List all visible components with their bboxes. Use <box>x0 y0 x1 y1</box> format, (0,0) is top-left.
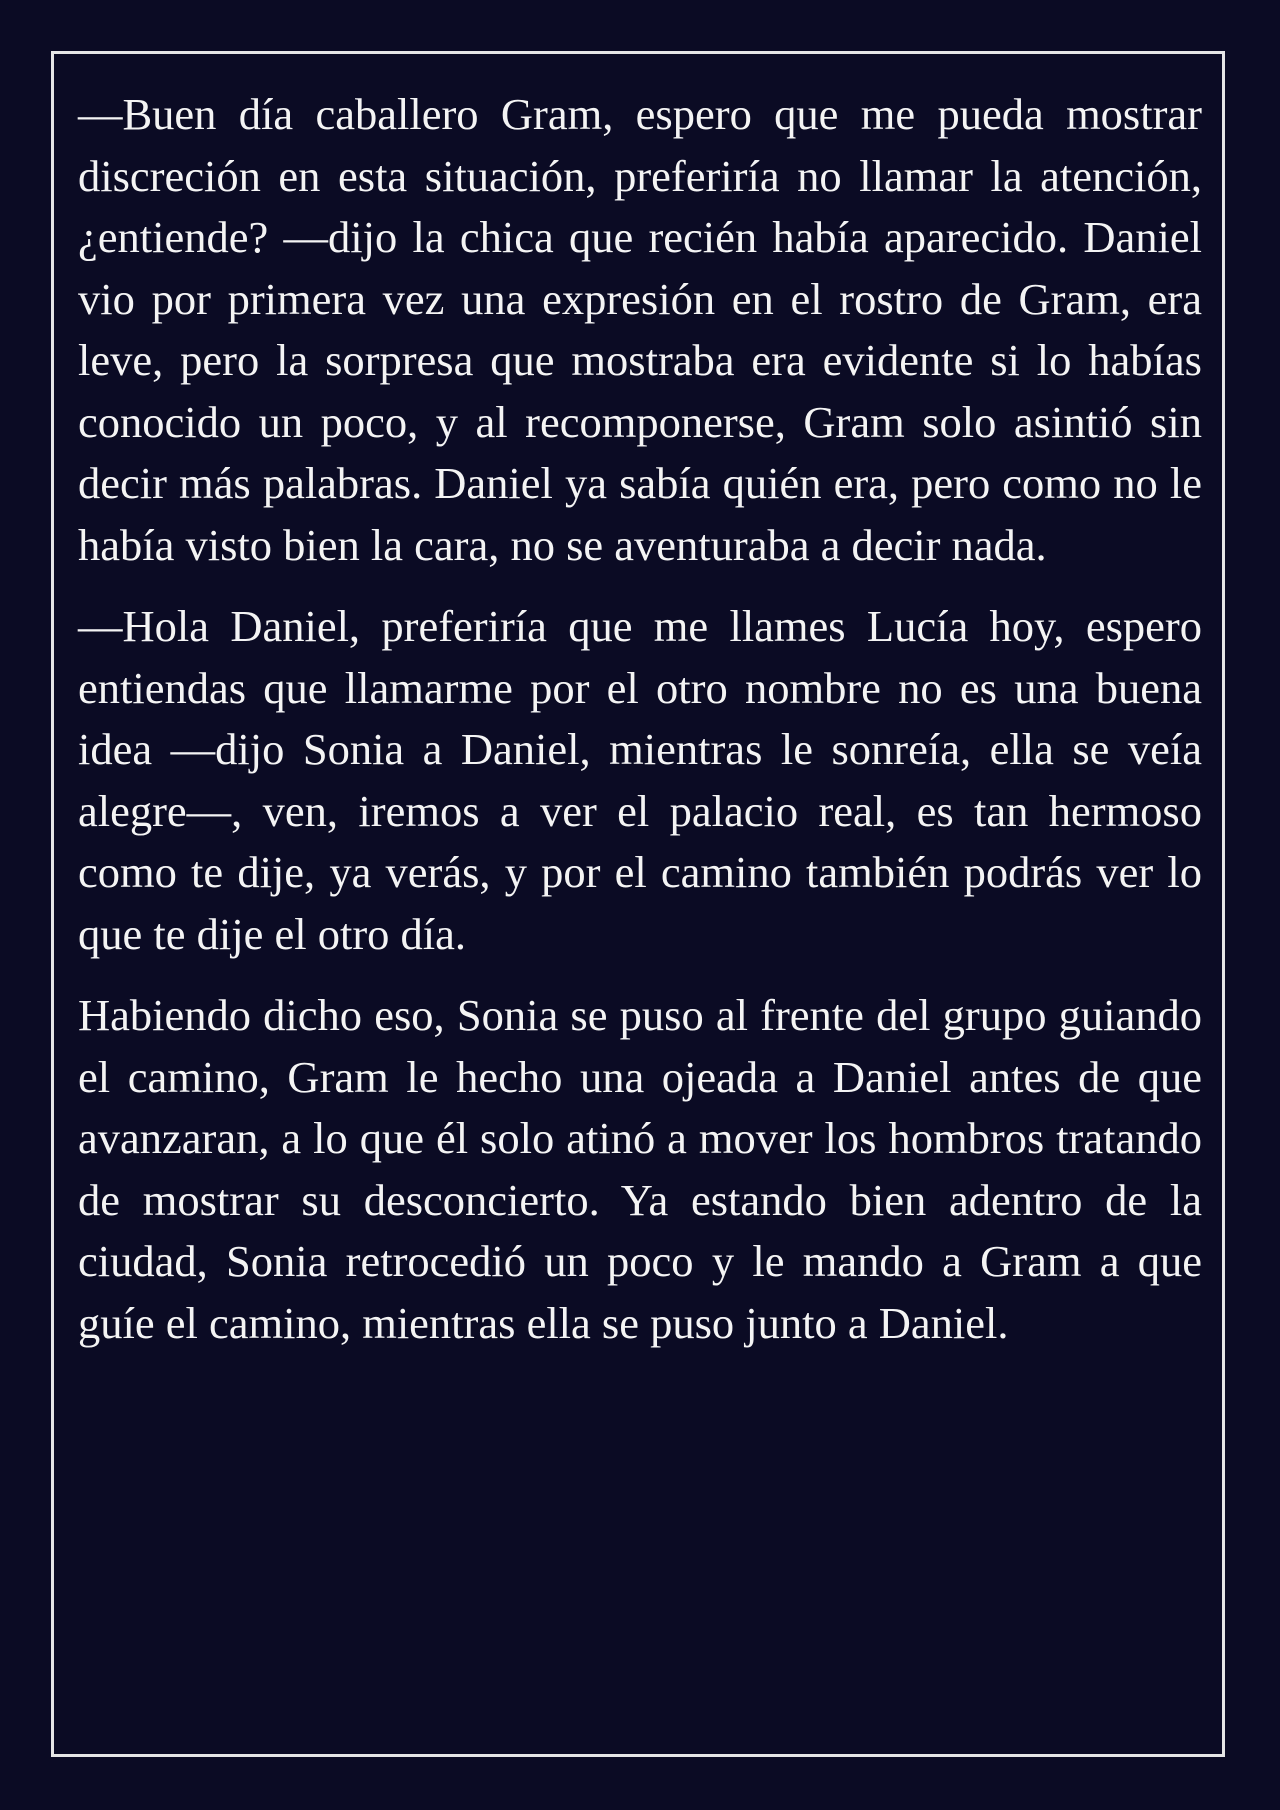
paragraph-1: —Buen día caballero Gram, espero que me pueda mostrar discreción en esta situación, preferiría no llamar la atención, ¿entiende? —dijo la chica que recién había aparecido. Daniel vio por primera vez una expresión en el rostro de Gram, era leve, pero la sorpresa que mostraba era evidente si lo habías conocido un poco, y al recomponerse, Gram solo asintió sin decir más palabras. Daniel ya sabía quién era, pero como no le había visto bien la cara, no se aventuraba a decir nada. <box>78 89 1202 570</box>
paragraph-3: Habiendo dicho eso, Sonia se puso al frente del grupo guiando el camino, Gram le hecho una ojeada a Daniel antes de que avanzaran, a lo que él solo atinó a mover los hombros tratando de mostrar su desconcierto. Ya estando bien adentro de la ciudad, Sonia retrocedió un poco y le mando a Gram a que guíe el camino, mientras ella se puso junto a Daniel. <box>78 990 1202 1348</box>
paragraph-2: —Hola Daniel, preferiría que me llames Lucía hoy, espero entiendas que llamarme por el otro nombre no es una buena idea —dijo Sonia a Daniel, mientras le sonreía, ella se veía alegre—, ven, iremos a ver el palacio real, es tan hermoso como te dije, ya verás, y por el camino también podrás ver lo que te dije el otro día. <box>78 601 1202 959</box>
story-text <box>78 84 1202 1374</box>
